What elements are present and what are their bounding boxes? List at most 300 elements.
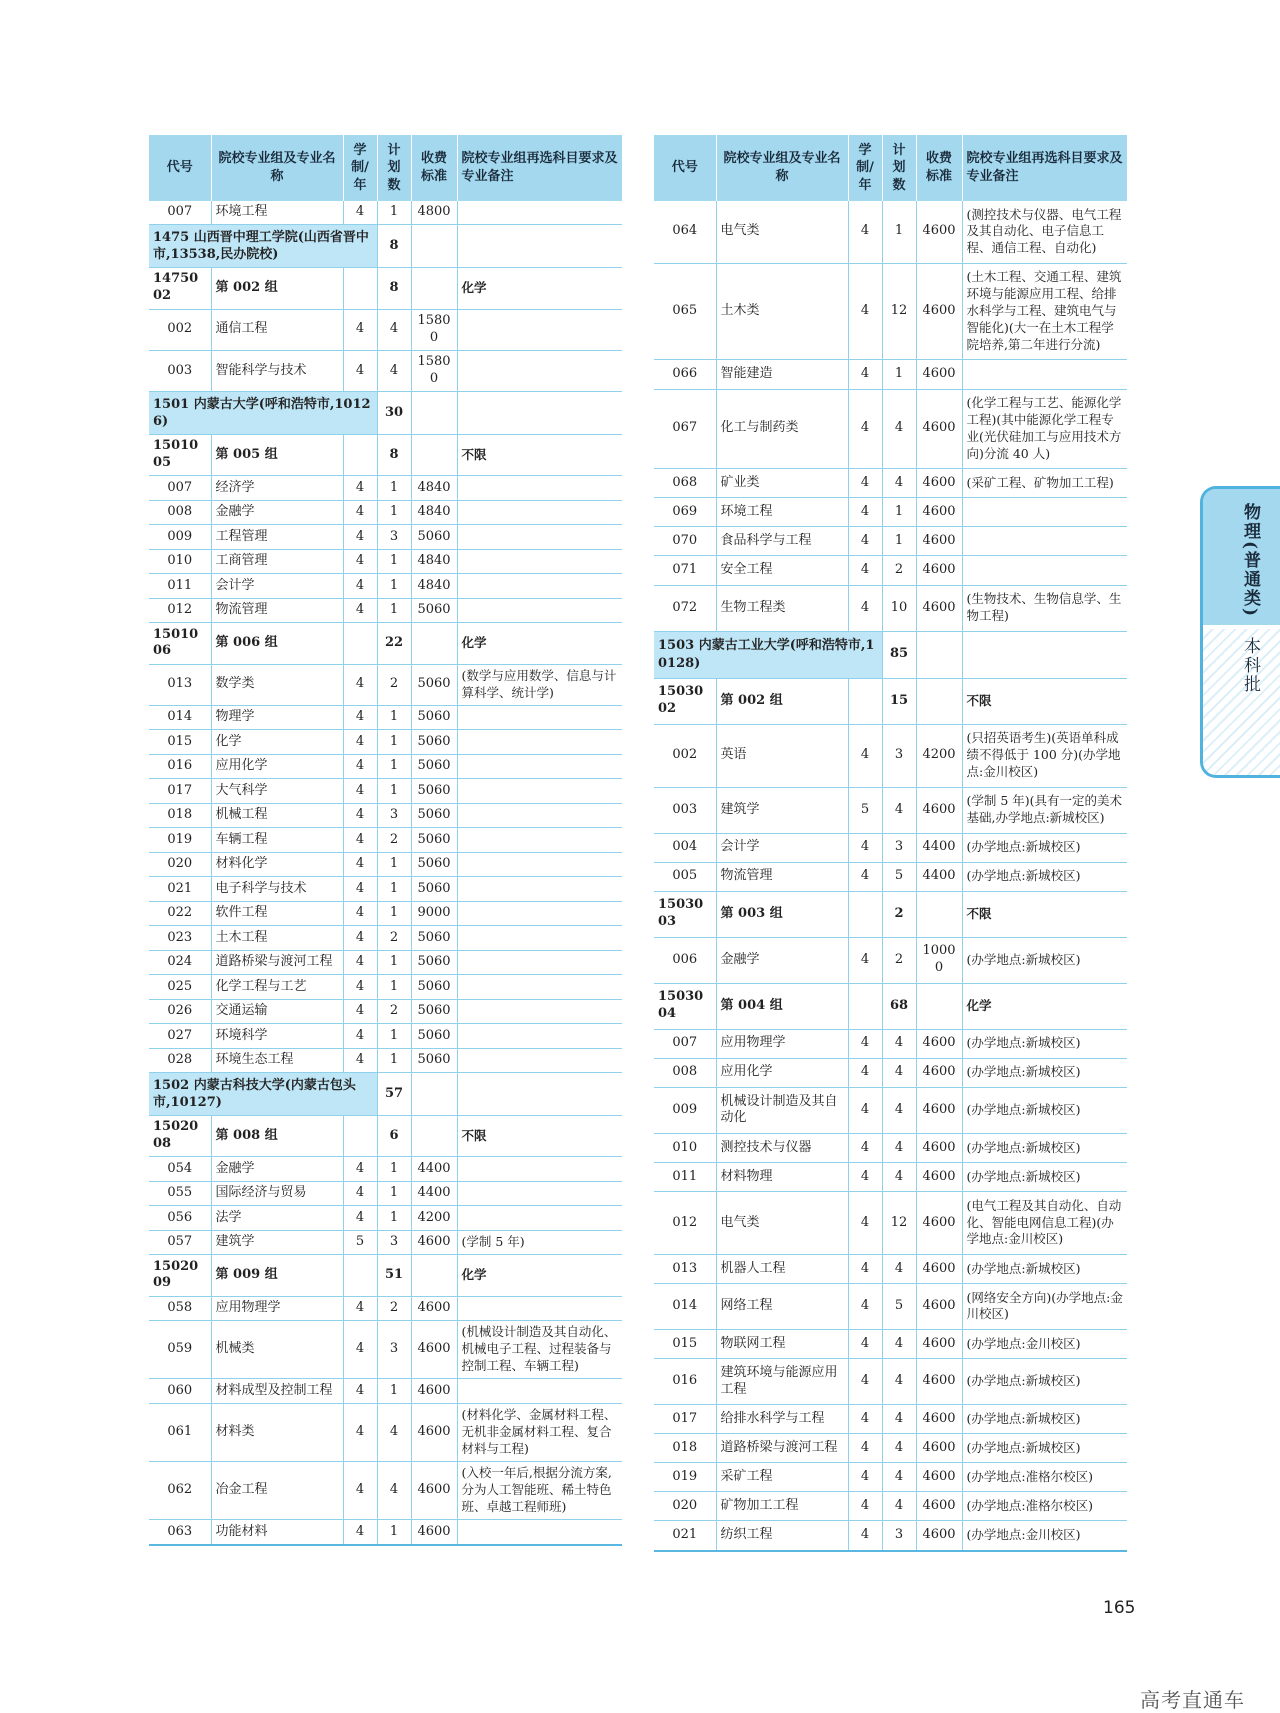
fee: 4600 bbox=[411, 1520, 457, 1545]
major-code: 002 bbox=[654, 724, 716, 787]
years: 4 bbox=[343, 926, 377, 950]
years: 4 bbox=[848, 527, 882, 556]
years: 4 bbox=[848, 556, 882, 585]
plan-count: 4 bbox=[882, 1133, 916, 1162]
years: 4 bbox=[848, 1284, 882, 1330]
fee-cell bbox=[411, 434, 457, 475]
major-note bbox=[962, 527, 1127, 556]
plan-count: 2 bbox=[377, 828, 411, 852]
fee: 4600 bbox=[916, 1284, 962, 1330]
group-row bbox=[149, 623, 622, 664]
years: 4 bbox=[343, 1462, 377, 1520]
plan-count: 6 bbox=[377, 1115, 411, 1156]
major-note bbox=[457, 476, 622, 500]
years: 4 bbox=[848, 1133, 882, 1162]
header-code: 代号 bbox=[654, 135, 716, 201]
major-note bbox=[457, 500, 622, 524]
plan-count: 8 bbox=[377, 434, 411, 475]
major-name: 金融学 bbox=[211, 1157, 343, 1181]
major-name: 大气科学 bbox=[211, 779, 343, 803]
fee-cell bbox=[411, 1073, 457, 1116]
major-code: 012 bbox=[149, 598, 211, 622]
major-name: 材料化学 bbox=[211, 852, 343, 876]
major-name: 矿业类 bbox=[716, 469, 848, 498]
fee: 4600 bbox=[916, 1405, 962, 1434]
plan-count: 3 bbox=[377, 1230, 411, 1254]
university-name: 1503 内蒙古工业大学(呼和浩特市,10128) bbox=[654, 631, 882, 678]
major-note bbox=[457, 852, 622, 876]
plan-count: 1 bbox=[377, 1048, 411, 1072]
major-name: 物流管理 bbox=[211, 598, 343, 622]
major-row bbox=[654, 833, 1127, 862]
plan-count: 1 bbox=[377, 1157, 411, 1181]
major-code: 028 bbox=[149, 1048, 211, 1072]
group-name: 第 002 组 bbox=[716, 678, 848, 724]
major-note bbox=[457, 779, 622, 803]
note-cell bbox=[457, 225, 622, 268]
major-name: 环境工程 bbox=[716, 498, 848, 527]
subject-requirement: 不限 bbox=[962, 678, 1127, 724]
plan-count: 1 bbox=[377, 975, 411, 999]
major-note bbox=[457, 705, 622, 729]
major-row bbox=[149, 201, 622, 225]
major-name: 网络工程 bbox=[716, 1284, 848, 1330]
major-code: 015 bbox=[654, 1329, 716, 1358]
major-note bbox=[457, 877, 622, 901]
fee: 15800 bbox=[411, 309, 457, 350]
major-note bbox=[457, 1024, 622, 1048]
major-code: 066 bbox=[654, 360, 716, 389]
fee: 5060 bbox=[411, 950, 457, 974]
group-code: 1503003 bbox=[654, 891, 716, 937]
fee: 4600 bbox=[916, 389, 962, 469]
major-code: 020 bbox=[149, 852, 211, 876]
years: 4 bbox=[848, 724, 882, 787]
fee: 4400 bbox=[411, 1181, 457, 1205]
major-code: 011 bbox=[654, 1163, 716, 1192]
header-plan: 计划数 bbox=[377, 135, 411, 201]
major-code: 016 bbox=[654, 1359, 716, 1405]
fee: 4600 bbox=[411, 1379, 457, 1403]
plan-count: 1 bbox=[377, 877, 411, 901]
major-name: 应用物理学 bbox=[211, 1296, 343, 1320]
major-row bbox=[149, 350, 622, 391]
major-note bbox=[457, 901, 622, 925]
fee: 5060 bbox=[411, 975, 457, 999]
plan-count: 2 bbox=[882, 891, 916, 937]
major-name: 数学类 bbox=[211, 664, 343, 705]
major-row bbox=[654, 527, 1127, 556]
major-code: 060 bbox=[149, 1379, 211, 1403]
major-note: (办学地点:新城校区) bbox=[962, 1359, 1127, 1405]
major-name: 机械类 bbox=[211, 1321, 343, 1379]
header-note: 院校专业组再选科目要求及专业备注 bbox=[457, 135, 622, 201]
plan-count: 8 bbox=[377, 225, 411, 268]
major-note bbox=[457, 999, 622, 1023]
major-code: 069 bbox=[654, 498, 716, 527]
years: 4 bbox=[848, 833, 882, 862]
major-note bbox=[457, 754, 622, 778]
subject-requirement: 化学 bbox=[962, 983, 1127, 1029]
fee: 4840 bbox=[411, 574, 457, 598]
plan-count: 4 bbox=[882, 1029, 916, 1058]
major-row bbox=[654, 1359, 1127, 1405]
years: 4 bbox=[343, 309, 377, 350]
major-name: 应用化学 bbox=[211, 754, 343, 778]
fee-cell bbox=[916, 631, 962, 678]
plan-count: 1 bbox=[377, 779, 411, 803]
major-code: 007 bbox=[654, 1029, 716, 1058]
major-code: 062 bbox=[149, 1462, 211, 1520]
major-code: 054 bbox=[149, 1157, 211, 1181]
plan-count: 2 bbox=[882, 556, 916, 585]
group-name: 第 002 组 bbox=[211, 268, 343, 309]
years: 4 bbox=[343, 350, 377, 391]
side-tab-category: 物理(普通类) bbox=[1240, 503, 1260, 619]
major-code: 058 bbox=[149, 1296, 211, 1320]
fee: 5060 bbox=[411, 664, 457, 705]
fee: 15800 bbox=[411, 350, 457, 391]
major-note: (只招英语考生)(英语单科成绩不得低于 100 分)(办学地点:金川校区) bbox=[962, 724, 1127, 787]
years: 4 bbox=[343, 877, 377, 901]
major-row bbox=[149, 975, 622, 999]
plan-count: 2 bbox=[377, 999, 411, 1023]
major-code: 071 bbox=[654, 556, 716, 585]
plan-count: 1 bbox=[377, 730, 411, 754]
major-name: 应用化学 bbox=[716, 1058, 848, 1087]
major-name: 软件工程 bbox=[211, 901, 343, 925]
group-row bbox=[654, 678, 1127, 724]
major-note bbox=[457, 1181, 622, 1205]
major-note bbox=[457, 950, 622, 974]
major-name: 法学 bbox=[211, 1206, 343, 1230]
years: 4 bbox=[848, 469, 882, 498]
plan-count: 5 bbox=[882, 862, 916, 891]
major-code: 018 bbox=[149, 803, 211, 827]
plan-count: 1 bbox=[882, 201, 916, 263]
major-row bbox=[149, 1048, 622, 1072]
years: 4 bbox=[343, 852, 377, 876]
fee: 4840 bbox=[411, 549, 457, 573]
major-code: 004 bbox=[654, 833, 716, 862]
years: 4 bbox=[343, 901, 377, 925]
major-name: 通信工程 bbox=[211, 309, 343, 350]
plan-count: 12 bbox=[882, 1192, 916, 1255]
major-code: 064 bbox=[654, 201, 716, 263]
major-name: 采矿工程 bbox=[716, 1463, 848, 1492]
note-cell bbox=[457, 392, 622, 435]
major-code: 014 bbox=[149, 705, 211, 729]
fee-cell bbox=[916, 678, 962, 724]
years: 4 bbox=[343, 779, 377, 803]
university-row bbox=[149, 392, 622, 435]
major-row bbox=[654, 201, 1127, 263]
major-row bbox=[654, 389, 1127, 469]
fee: 4600 bbox=[916, 787, 962, 833]
plan-count: 3 bbox=[882, 833, 916, 862]
major-row bbox=[149, 1403, 622, 1461]
major-note: (办学地点:新城校区) bbox=[962, 1254, 1127, 1283]
major-code: 016 bbox=[149, 754, 211, 778]
note-cell bbox=[962, 631, 1127, 678]
years: 4 bbox=[343, 1024, 377, 1048]
fee: 4800 bbox=[411, 201, 457, 225]
plan-count: 4 bbox=[377, 1462, 411, 1520]
major-row bbox=[654, 1405, 1127, 1434]
plan-count: 2 bbox=[377, 926, 411, 950]
major-name: 安全工程 bbox=[716, 556, 848, 585]
major-code: 026 bbox=[149, 999, 211, 1023]
years-cell bbox=[343, 434, 377, 475]
header-plan: 计划数 bbox=[882, 135, 916, 201]
major-code: 017 bbox=[149, 779, 211, 803]
major-code: 072 bbox=[654, 585, 716, 631]
major-row bbox=[149, 803, 622, 827]
group-code: 1503004 bbox=[654, 983, 716, 1029]
major-name: 环境生态工程 bbox=[211, 1048, 343, 1072]
fee: 5060 bbox=[411, 828, 457, 852]
header-name: 院校专业组及专业名称 bbox=[716, 135, 848, 201]
watermark-text: 高考直通车 bbox=[1140, 1688, 1245, 1712]
table-body-right bbox=[654, 201, 1127, 1551]
major-name: 机器人工程 bbox=[716, 1254, 848, 1283]
years: 4 bbox=[848, 1521, 882, 1551]
major-row bbox=[149, 754, 622, 778]
years: 4 bbox=[848, 1058, 882, 1087]
side-tab-category-panel bbox=[1203, 489, 1280, 625]
plan-count: 4 bbox=[882, 469, 916, 498]
major-name: 化工与制药类 bbox=[716, 389, 848, 469]
group-code: 1475002 bbox=[149, 268, 211, 309]
fee: 5060 bbox=[411, 730, 457, 754]
major-row bbox=[654, 937, 1127, 983]
years: 4 bbox=[848, 1492, 882, 1521]
plan-count: 5 bbox=[882, 1284, 916, 1330]
major-name: 材料物理 bbox=[716, 1163, 848, 1192]
plan-count: 1 bbox=[882, 498, 916, 527]
major-code: 055 bbox=[149, 1181, 211, 1205]
fee: 5060 bbox=[411, 926, 457, 950]
side-tab-batch-panel bbox=[1203, 629, 1280, 775]
major-name: 智能科学与技术 bbox=[211, 350, 343, 391]
major-name: 材料类 bbox=[211, 1403, 343, 1461]
major-note bbox=[457, 350, 622, 391]
fee: 4600 bbox=[916, 1133, 962, 1162]
major-name: 金融学 bbox=[716, 937, 848, 983]
major-code: 010 bbox=[654, 1133, 716, 1162]
major-name: 电气类 bbox=[716, 201, 848, 263]
group-code: 1501006 bbox=[149, 623, 211, 664]
major-code: 015 bbox=[149, 730, 211, 754]
fee: 4600 bbox=[916, 1254, 962, 1283]
plan-count: 1 bbox=[377, 476, 411, 500]
years: 4 bbox=[343, 1048, 377, 1072]
fee: 5060 bbox=[411, 1024, 457, 1048]
table-header-row bbox=[149, 135, 622, 201]
major-note bbox=[457, 730, 622, 754]
university-name: 1502 内蒙古科技大学(内蒙古包头市,10127) bbox=[149, 1073, 377, 1116]
years: 4 bbox=[343, 950, 377, 974]
fee: 5060 bbox=[411, 803, 457, 827]
major-code: 013 bbox=[149, 664, 211, 705]
group-row bbox=[654, 891, 1127, 937]
years-cell bbox=[848, 891, 882, 937]
major-code: 021 bbox=[149, 877, 211, 901]
major-code: 009 bbox=[654, 1087, 716, 1133]
plan-count: 4 bbox=[882, 1329, 916, 1358]
major-name: 英语 bbox=[716, 724, 848, 787]
fee: 4600 bbox=[916, 1329, 962, 1358]
major-code: 023 bbox=[149, 926, 211, 950]
group-row bbox=[149, 1115, 622, 1156]
years: 4 bbox=[848, 1254, 882, 1283]
fee: 4600 bbox=[916, 556, 962, 585]
major-code: 020 bbox=[654, 1492, 716, 1521]
major-name: 化学工程与工艺 bbox=[211, 975, 343, 999]
major-name: 测控技术与仪器 bbox=[716, 1133, 848, 1162]
plan-count: 4 bbox=[882, 1492, 916, 1521]
side-tab-batch: 本科批 bbox=[1240, 637, 1260, 694]
plan-count: 8 bbox=[377, 268, 411, 309]
fee: 4400 bbox=[411, 1157, 457, 1181]
fee: 4600 bbox=[916, 1521, 962, 1551]
major-name: 机械设计制造及其自动化 bbox=[716, 1087, 848, 1133]
fee: 4600 bbox=[916, 498, 962, 527]
years: 4 bbox=[848, 1359, 882, 1405]
fee: 4600 bbox=[916, 263, 962, 360]
header-years: 学制/年 bbox=[343, 135, 377, 201]
fee: 4600 bbox=[916, 1463, 962, 1492]
major-note bbox=[962, 360, 1127, 389]
plan-count: 4 bbox=[377, 350, 411, 391]
subject-requirement: 不限 bbox=[457, 434, 622, 475]
years: 4 bbox=[343, 1206, 377, 1230]
major-row bbox=[149, 1462, 622, 1520]
group-code: 1503002 bbox=[654, 678, 716, 724]
plan-count: 1 bbox=[377, 1024, 411, 1048]
years: 4 bbox=[848, 1463, 882, 1492]
plan-count: 3 bbox=[377, 1321, 411, 1379]
major-row bbox=[149, 1296, 622, 1320]
subject-requirement: 化学 bbox=[457, 268, 622, 309]
major-row bbox=[654, 1133, 1127, 1162]
major-row bbox=[149, 1230, 622, 1254]
plan-count: 1 bbox=[882, 360, 916, 389]
major-name: 经济学 bbox=[211, 476, 343, 500]
major-name: 环境科学 bbox=[211, 1024, 343, 1048]
fee: 4600 bbox=[916, 1087, 962, 1133]
major-name: 建筑学 bbox=[716, 787, 848, 833]
major-code: 057 bbox=[149, 1230, 211, 1254]
plan-count: 57 bbox=[377, 1073, 411, 1116]
major-row bbox=[149, 574, 622, 598]
major-code: 006 bbox=[654, 937, 716, 983]
header-name: 院校专业组及专业名称 bbox=[211, 135, 343, 201]
group-name: 第 005 组 bbox=[211, 434, 343, 475]
years: 4 bbox=[343, 803, 377, 827]
university-row bbox=[654, 631, 1127, 678]
fee: 4600 bbox=[916, 1492, 962, 1521]
fee-cell bbox=[411, 392, 457, 435]
major-code: 021 bbox=[654, 1521, 716, 1551]
major-name: 土木类 bbox=[716, 263, 848, 360]
years: 4 bbox=[848, 201, 882, 263]
plan-count: 1 bbox=[882, 527, 916, 556]
major-name: 车辆工程 bbox=[211, 828, 343, 852]
major-row bbox=[654, 862, 1127, 891]
years: 4 bbox=[343, 1181, 377, 1205]
plan-count: 12 bbox=[882, 263, 916, 360]
subject-requirement: 不限 bbox=[962, 891, 1127, 937]
major-row bbox=[654, 1521, 1127, 1551]
fee: 4200 bbox=[916, 724, 962, 787]
header-fee: 收费标准 bbox=[411, 135, 457, 201]
fee: 4600 bbox=[411, 1462, 457, 1520]
major-code: 005 bbox=[654, 862, 716, 891]
years-cell bbox=[343, 623, 377, 664]
section-side-tab bbox=[1200, 486, 1280, 778]
plan-count: 10 bbox=[882, 585, 916, 631]
years-cell bbox=[343, 268, 377, 309]
university-name: 1475 山西晋中理工学院(山西省晋中市,13538,民办院校) bbox=[149, 225, 377, 268]
major-code: 010 bbox=[149, 549, 211, 573]
major-row bbox=[149, 1024, 622, 1048]
major-row bbox=[149, 476, 622, 500]
major-note bbox=[457, 201, 622, 225]
major-code: 022 bbox=[149, 901, 211, 925]
plan-count: 1 bbox=[377, 1520, 411, 1545]
major-name: 工程管理 bbox=[211, 525, 343, 549]
major-row bbox=[654, 1163, 1127, 1192]
major-name: 智能建造 bbox=[716, 360, 848, 389]
major-code: 025 bbox=[149, 975, 211, 999]
years: 4 bbox=[848, 585, 882, 631]
major-note bbox=[457, 1206, 622, 1230]
major-row bbox=[149, 779, 622, 803]
major-row bbox=[654, 1087, 1127, 1133]
fee: 4400 bbox=[916, 862, 962, 891]
major-note: (办学地点:准格尔校区) bbox=[962, 1463, 1127, 1492]
major-row bbox=[149, 1379, 622, 1403]
years-cell bbox=[343, 1255, 377, 1296]
plan-count: 2 bbox=[377, 664, 411, 705]
group-name: 第 004 组 bbox=[716, 983, 848, 1029]
major-note: (办学地点:新城校区) bbox=[962, 1434, 1127, 1463]
major-name: 会计学 bbox=[211, 574, 343, 598]
fee: 4600 bbox=[411, 1230, 457, 1254]
major-note: (办学地点:新城校区) bbox=[962, 1163, 1127, 1192]
major-row bbox=[654, 263, 1127, 360]
major-note: (办学地点:新城校区) bbox=[962, 1058, 1127, 1087]
plan-count: 1 bbox=[377, 1181, 411, 1205]
fee: 10000 bbox=[916, 937, 962, 983]
major-note bbox=[457, 549, 622, 573]
major-code: 027 bbox=[149, 1024, 211, 1048]
group-row bbox=[149, 434, 622, 475]
major-code: 008 bbox=[654, 1058, 716, 1087]
fee: 5060 bbox=[411, 852, 457, 876]
fee: 4600 bbox=[916, 1192, 962, 1255]
major-name: 工商管理 bbox=[211, 549, 343, 573]
major-code: 008 bbox=[149, 500, 211, 524]
years: 4 bbox=[848, 1405, 882, 1434]
note-cell bbox=[457, 1073, 622, 1116]
major-row bbox=[654, 1254, 1127, 1283]
major-name: 建筑学 bbox=[211, 1230, 343, 1254]
subject-requirement: 化学 bbox=[457, 623, 622, 664]
plan-count: 68 bbox=[882, 983, 916, 1029]
major-row bbox=[149, 309, 622, 350]
